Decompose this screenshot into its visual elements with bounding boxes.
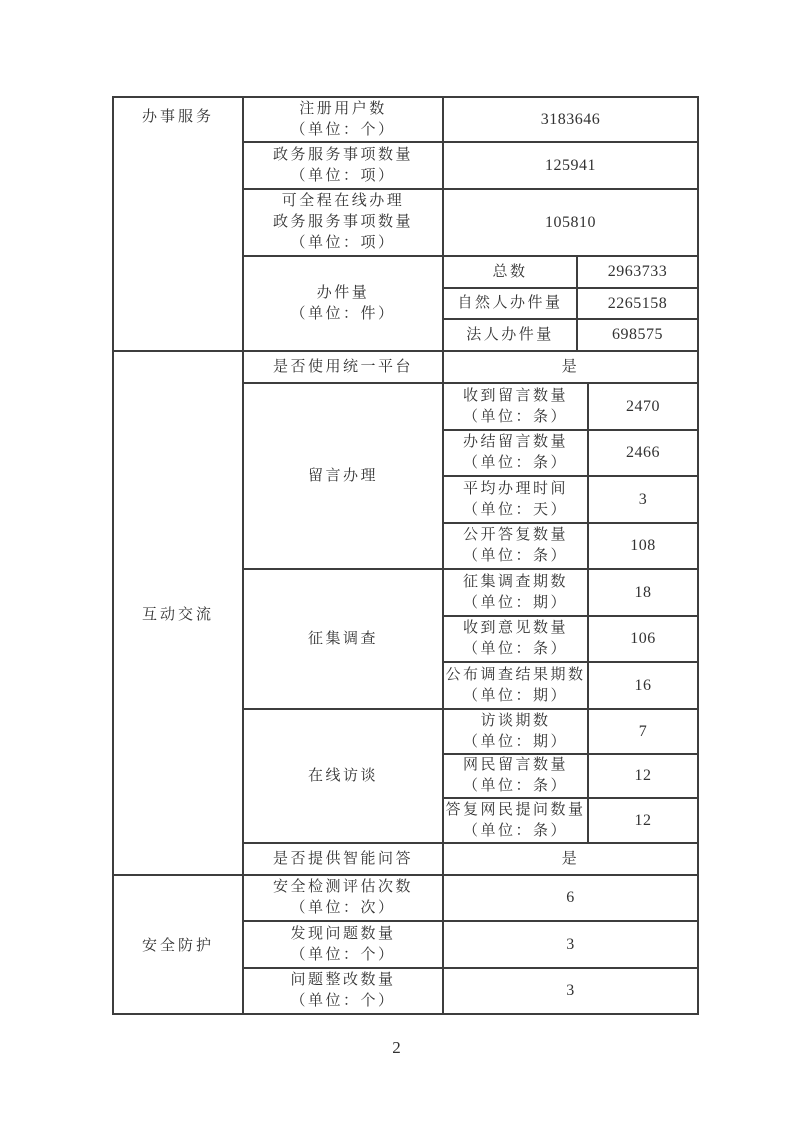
group-cell-case-volume bbox=[243, 256, 443, 351]
unit-text: （单位：条） bbox=[462, 641, 568, 657]
sublabel-avg-handling-days bbox=[443, 476, 588, 523]
value-survey-results: 16 bbox=[588, 662, 698, 709]
label-text: 发现问题数量 bbox=[290, 925, 396, 942]
value-full-online-items: 105810 bbox=[443, 189, 698, 256]
table-row bbox=[113, 351, 698, 383]
value-unified-platform: 是 bbox=[443, 351, 698, 383]
value-case-total: 2963733 bbox=[577, 256, 698, 288]
value-gov-service-items: 125941 bbox=[443, 142, 698, 189]
unit-text: （单位：条） bbox=[462, 548, 568, 564]
unit-text: （单位：期） bbox=[462, 594, 568, 611]
value-messages-received: 2470 bbox=[588, 383, 698, 430]
label-problems-rectified bbox=[243, 968, 443, 1014]
sublabel-netizen-replies bbox=[443, 798, 588, 843]
unit-text: （单位：期） bbox=[462, 733, 568, 750]
gov-website-report-table bbox=[112, 96, 699, 1015]
unit-text: （单位：条） bbox=[462, 408, 568, 425]
value-smart-qa: 是 bbox=[443, 843, 698, 875]
label-text: 注册用户数 bbox=[299, 100, 387, 117]
label-text: 政务服务事项数量 bbox=[272, 146, 413, 163]
category-cell-service: 办事服务 bbox=[113, 97, 243, 351]
value-case-legal-person: 698575 bbox=[577, 319, 698, 351]
label-text: 办结留言数量 bbox=[462, 434, 568, 450]
label-text-line1: 可全程在线办理 bbox=[281, 193, 405, 209]
label-text: 公布调查结果期数 bbox=[445, 666, 586, 683]
value-case-natural-person: 2265158 bbox=[577, 288, 698, 319]
label-full-online-items bbox=[243, 189, 443, 256]
group-cell-message-handling: 留言办理 bbox=[243, 383, 443, 569]
value-security-assessment: 6 bbox=[443, 875, 698, 921]
unit-text: （单位：个） bbox=[290, 946, 396, 963]
sublabel-messages-received bbox=[443, 383, 588, 430]
sublabel-survey-results bbox=[443, 662, 588, 709]
group-cell-interview: 在线访谈 bbox=[243, 709, 443, 843]
value-survey-opinions: 106 bbox=[588, 616, 698, 662]
value-avg-handling-days: 3 bbox=[588, 476, 698, 523]
unit-text: （单位：条） bbox=[462, 778, 568, 794]
label-text: 网民留言数量 bbox=[462, 757, 568, 773]
unit-text: （单位：条） bbox=[462, 822, 568, 839]
sublabel-public-replies bbox=[443, 523, 588, 569]
unit-text: （单位：个） bbox=[290, 993, 396, 1009]
value-problems-found: 3 bbox=[443, 921, 698, 968]
category-cell-security: 安全防护 bbox=[113, 875, 243, 1014]
label-text: 答复网民提问数量 bbox=[445, 801, 586, 818]
page-number: 2 bbox=[392, 1038, 401, 1057]
label-text: 收到意见数量 bbox=[462, 620, 568, 636]
sublabel-survey-opinions bbox=[443, 616, 588, 662]
unit-text: （单位：期） bbox=[462, 687, 568, 704]
label-text: 平均办理时间 bbox=[462, 480, 568, 497]
label-text-line2: 政务服务事项数量 bbox=[272, 214, 413, 230]
value-interview-periods: 7 bbox=[588, 709, 698, 754]
label-text: 征集调查期数 bbox=[462, 573, 568, 590]
label-text: 公开答复数量 bbox=[462, 527, 568, 543]
value-netizen-messages: 12 bbox=[588, 754, 698, 798]
unit-text: （单位：条） bbox=[462, 455, 568, 471]
sublabel-messages-completed bbox=[443, 430, 588, 476]
table-row bbox=[113, 875, 698, 921]
unit-text: （单位：个） bbox=[290, 121, 396, 138]
sublabel-survey-periods bbox=[443, 569, 588, 616]
group-label-text: 办件量 bbox=[316, 284, 370, 301]
unit-text: （单位：天） bbox=[462, 501, 568, 518]
sublabel-case-total: 总数 bbox=[443, 256, 577, 288]
label-text: 问题整改数量 bbox=[290, 972, 396, 988]
label-gov-service-items bbox=[243, 142, 443, 189]
sublabel-case-legal-person: 法人办件量 bbox=[443, 319, 577, 351]
sublabel-interview-periods bbox=[443, 709, 588, 754]
value-problems-rectified: 3 bbox=[443, 968, 698, 1014]
value-messages-completed: 2466 bbox=[588, 430, 698, 476]
unit-text: （单位：件） bbox=[290, 305, 396, 322]
unit-text: （单位：次） bbox=[290, 900, 396, 916]
value-netizen-replies: 12 bbox=[588, 798, 698, 843]
unit-text: （单位：项） bbox=[290, 235, 396, 251]
label-security-assessment bbox=[243, 875, 443, 921]
table-row bbox=[113, 97, 698, 142]
label-registered-users bbox=[243, 97, 443, 142]
sublabel-case-natural-person: 自然人办件量 bbox=[443, 288, 577, 319]
value-public-replies: 108 bbox=[588, 523, 698, 569]
group-cell-survey: 征集调查 bbox=[243, 569, 443, 709]
label-text: 访谈期数 bbox=[480, 712, 551, 729]
label-text: 收到留言数量 bbox=[462, 387, 568, 404]
category-cell-interaction: 互动交流 bbox=[113, 351, 243, 875]
label-unified-platform: 是否使用统一平台 bbox=[243, 351, 443, 383]
label-text: 安全检测评估次数 bbox=[272, 879, 413, 895]
unit-text: （单位：项） bbox=[290, 167, 396, 184]
value-registered-users: 3183646 bbox=[443, 97, 698, 142]
label-problems-found bbox=[243, 921, 443, 968]
sublabel-netizen-messages bbox=[443, 754, 588, 798]
value-survey-periods: 18 bbox=[588, 569, 698, 616]
label-smart-qa: 是否提供智能问答 bbox=[243, 843, 443, 875]
